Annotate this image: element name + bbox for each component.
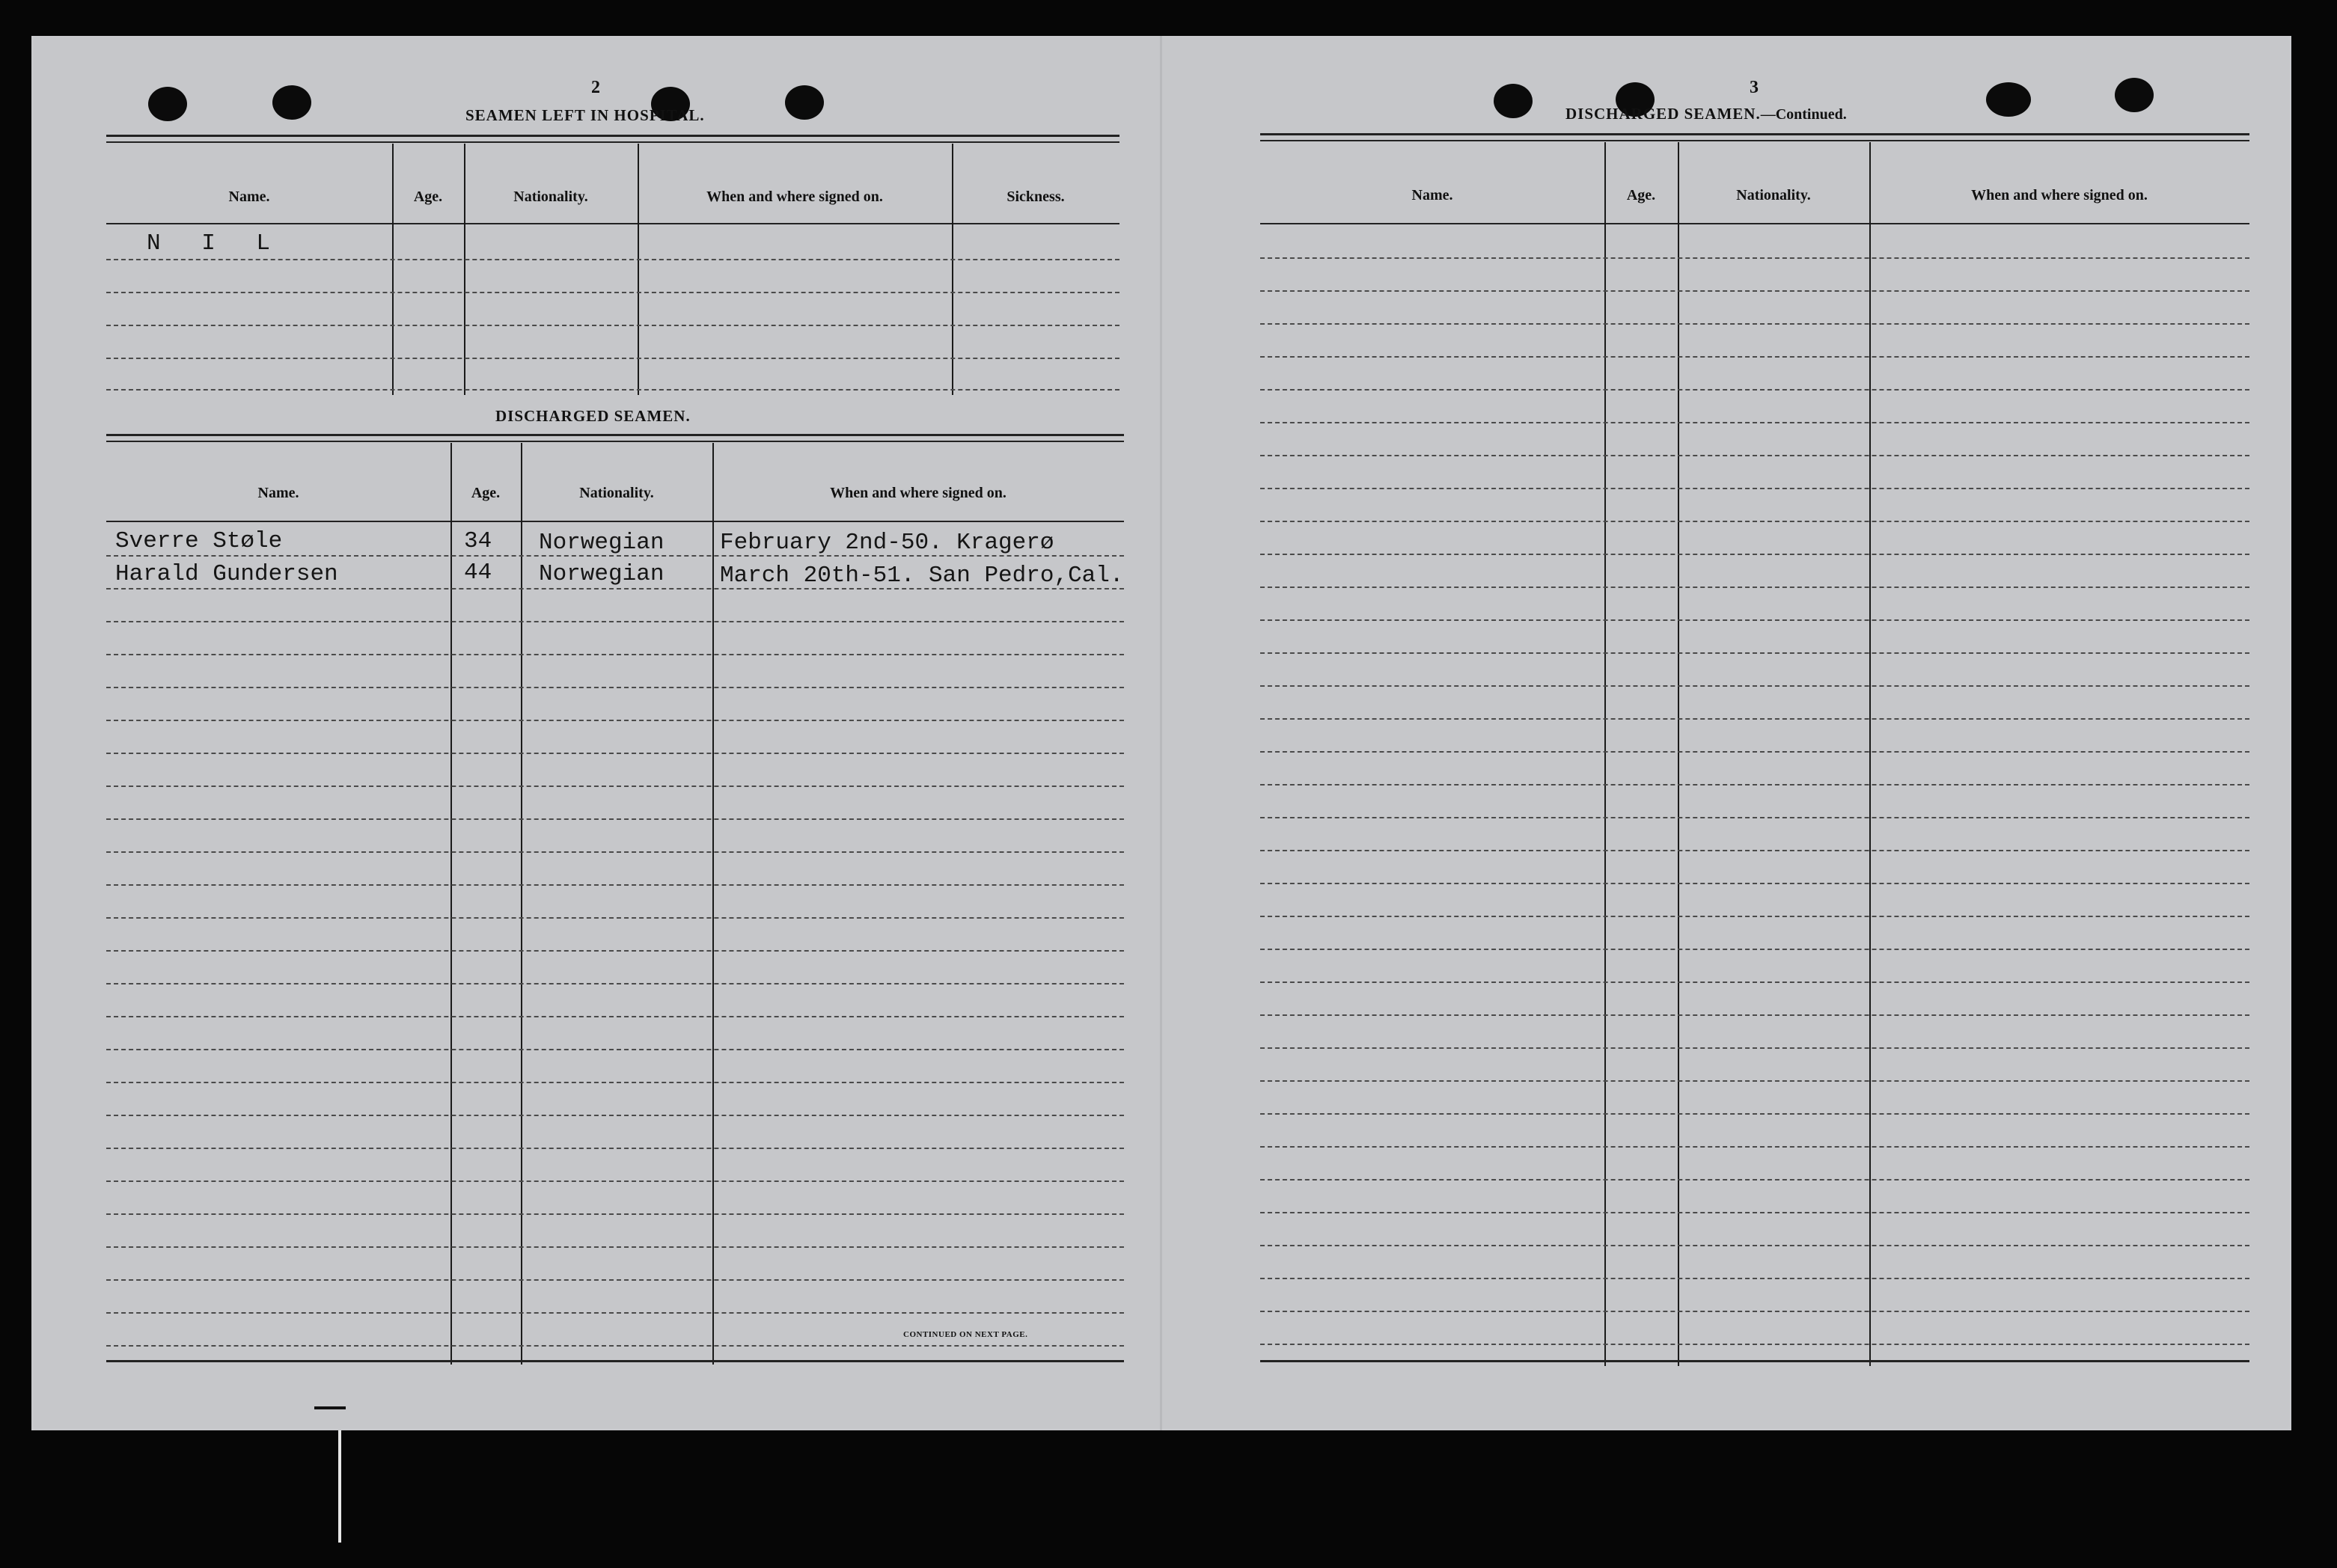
entry-line (106, 753, 1124, 754)
entry-line (1260, 850, 2249, 851)
entry-line (106, 1049, 1124, 1050)
seaman-signed-on: March 20th-51. San Pedro,Cal. (720, 563, 1124, 589)
scan-artifact (314, 1406, 346, 1409)
entry-line (106, 1345, 1124, 1347)
entry-line (1260, 784, 2249, 785)
entry-line (1260, 554, 2249, 555)
column-header-sickness: Sickness. (1006, 189, 1065, 205)
column-header-nationality: Nationality. (1736, 187, 1811, 203)
entry-line (106, 292, 1119, 293)
hospital-entry: N I L (147, 230, 284, 257)
entry-line (1260, 1344, 2249, 1345)
entry-line (106, 851, 1124, 853)
entry-line (1260, 521, 2249, 522)
entry-line (1260, 883, 2249, 884)
column-divider (1869, 142, 1871, 1366)
entry-line (1260, 587, 2249, 588)
entry-line (106, 1213, 1124, 1215)
column-divider (450, 443, 452, 1365)
continued-note: CONTINUED ON NEXT PAGE. (903, 1330, 1028, 1339)
entry-line (1260, 1146, 2249, 1148)
scan-artifact (338, 1430, 341, 1543)
title-text: DISCHARGED SEAMEN. (1565, 105, 1761, 123)
entry-line (1260, 619, 2249, 621)
entry-line (106, 884, 1124, 886)
entry-line (1260, 1212, 2249, 1213)
seaman-nationality: Norwegian (539, 530, 665, 556)
column-header-name: Name. (257, 485, 299, 501)
entry-line (106, 588, 1124, 589)
entry-line (106, 259, 1119, 260)
entry-line (1260, 1245, 2249, 1246)
entry-line (106, 687, 1124, 688)
entry-line (1260, 949, 2249, 950)
column-header-age: Age. (1626, 187, 1656, 203)
seaman-name: Sverre Støle (115, 528, 283, 554)
column-header-nationality: Nationality. (513, 189, 588, 205)
column-header-name: Name. (228, 189, 270, 205)
entry-line (106, 983, 1124, 984)
column-header-nationality: Nationality. (579, 485, 654, 501)
column-header-age: Age. (471, 485, 501, 501)
entry-line (106, 720, 1124, 721)
entry-line (1260, 718, 2249, 720)
title-suffix: —Continued. (1760, 106, 1847, 123)
entry-line (1260, 1179, 2249, 1180)
entry-line (1260, 455, 2249, 456)
document-sheet (31, 36, 2291, 1430)
page-number: 2 (591, 78, 600, 97)
entry-line (1260, 1311, 2249, 1312)
column-header-name: Name. (1411, 187, 1453, 203)
header-rule (106, 521, 1124, 522)
hospital-section-title: SEAMEN LEFT IN HOSPITAL. (465, 106, 705, 124)
table-top-rule (106, 135, 1119, 143)
page-number: 3 (1750, 78, 1759, 97)
discharged-section-title: DISCHARGED SEAMEN. (495, 407, 691, 425)
entry-line (1260, 422, 2249, 423)
entry-line (106, 785, 1124, 787)
seaman-signed-on: February 2nd-50. Kragerø (720, 530, 1054, 556)
header-rule (1260, 223, 2249, 224)
entry-line (1260, 1278, 2249, 1279)
column-header-when-where: When and where signed on. (706, 189, 883, 205)
entry-line (1260, 916, 2249, 917)
column-divider (712, 443, 714, 1365)
entry-line (106, 1180, 1124, 1182)
hospital-table (106, 135, 1119, 437)
entry-line (106, 917, 1124, 919)
header-rule (106, 223, 1119, 224)
entry-line (106, 389, 1119, 391)
table-bottom-rule (106, 1360, 1124, 1362)
entry-line (1260, 323, 2249, 325)
seaman-age: 34 (464, 528, 492, 554)
column-divider (1604, 142, 1606, 1366)
entry-line (106, 950, 1124, 952)
table-bottom-rule (1260, 1360, 2249, 1362)
right-page (1161, 36, 2291, 1430)
entry-line (1260, 1080, 2249, 1082)
discharged-table (106, 434, 1124, 1369)
seaman-name: Harald Gundersen (115, 561, 338, 587)
entry-line (1260, 652, 2249, 654)
entry-line (106, 654, 1124, 655)
column-header-age: Age. (413, 189, 443, 205)
column-divider (1678, 142, 1679, 1366)
column-header-when-where: When and where signed on. (1971, 187, 2148, 203)
entry-line (106, 1279, 1124, 1281)
entry-line (1260, 488, 2249, 489)
entry-line (106, 818, 1124, 820)
entry-line (106, 555, 1124, 557)
entry-line (106, 1082, 1124, 1083)
entry-line (106, 1115, 1124, 1116)
seaman-age: 44 (464, 560, 492, 586)
entry-line (106, 1246, 1124, 1248)
entry-line (106, 325, 1119, 326)
table-top-rule (1260, 133, 2249, 141)
entry-line (1260, 751, 2249, 753)
discharged-continued-table (1260, 133, 2249, 1371)
entry-line (1260, 389, 2249, 391)
entry-line (106, 621, 1124, 622)
entry-line (1260, 1113, 2249, 1115)
discharged-continued-title (1565, 105, 1847, 123)
column-header-when-where: When and where signed on. (830, 485, 1006, 501)
entry-line (1260, 257, 2249, 259)
entry-line (1260, 817, 2249, 818)
entry-line (1260, 356, 2249, 358)
table-top-rule (106, 434, 1124, 442)
entry-line (106, 1148, 1124, 1149)
entry-line (1260, 981, 2249, 983)
seaman-nationality: Norwegian (539, 561, 665, 587)
entry-line (1260, 290, 2249, 292)
entry-line (106, 1312, 1124, 1314)
entry-line (106, 1016, 1124, 1017)
column-divider (521, 443, 522, 1365)
entry-line (1260, 1047, 2249, 1049)
entry-line (106, 358, 1119, 359)
entry-line (1260, 1014, 2249, 1016)
entry-line (1260, 685, 2249, 687)
left-page (31, 36, 1161, 1430)
